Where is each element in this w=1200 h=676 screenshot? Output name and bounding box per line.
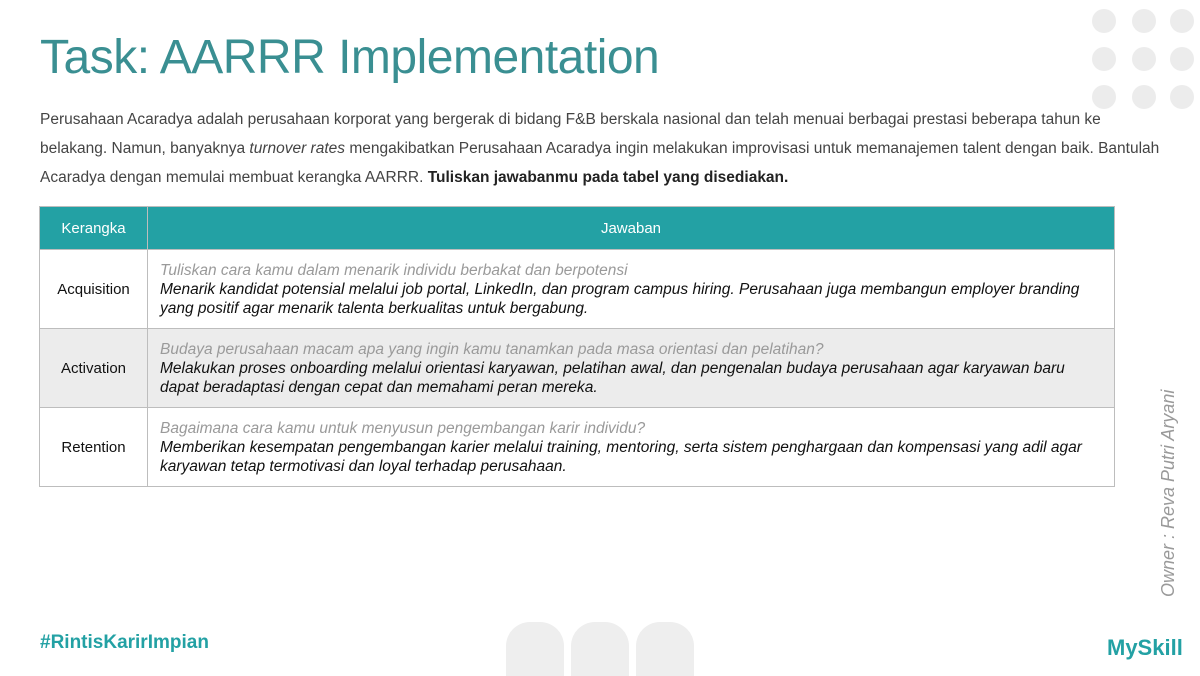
- table-row: [40, 408, 1115, 487]
- row-label-retention: Retention: [40, 408, 148, 487]
- intro-text-continued: mengakibatkan Perusahaan Acaradya ingin melakukan improvisasi untuk memanajemen talent dengan baik. Bantulah Acaradya dengan memulai membuat kerangka AARRR.: [40, 140, 1160, 186]
- row-label-acquisition: Acquisition: [40, 250, 148, 329]
- answer-text: Memberikan kesempatan pengembangan karier melalui training, mentoring, serta sistem penghargaan dan kompensasi yang adil agar karyawan tetap termotivasi dan loyal terhadap perusahaan.: [160, 438, 1082, 475]
- hashtag: #RintisKarirImpian: [40, 632, 209, 653]
- aarrr-table: [39, 206, 1115, 487]
- hint-text: Bagaimana cara kamu untuk menyusun pengembangan karir individu?: [160, 419, 646, 437]
- answer-cell[interactable]: [148, 408, 1115, 487]
- decorative-dot-grid: [1092, 9, 1196, 111]
- answer-text: Menarik kandidat potensial melalui job portal, LinkedIn, dan program campus hiring. Perusahaan juga membangun employer branding yang positif agar menarik talenta berkualitas untuk bergabung.: [160, 280, 1080, 317]
- decorative-dot: [1132, 9, 1156, 33]
- intro-instruction: Tuliskan jawabanmu pada tabel yang disediakan.: [427, 169, 789, 186]
- answer-cell[interactable]: [148, 250, 1115, 329]
- decorative-arch: [571, 622, 629, 676]
- header-kerangka: Kerangka: [40, 207, 148, 250]
- answer-text: Melakukan proses onboarding melalui orientasi karyawan, pelatihan awal, dan pengenalan budaya perusahaan agar karyawan baru dapat beradaptasi dengan cepat dan memahami peran mereka.: [160, 359, 1065, 396]
- decorative-arch: [506, 622, 564, 676]
- header-jawaban: Jawaban: [148, 207, 1115, 250]
- decorative-dot: [1170, 9, 1194, 33]
- hint-text: Tuliskan cara kamu dalam menarik individu berbakat dan berpotensi: [160, 261, 628, 279]
- table-row: [40, 329, 1115, 408]
- table-row: [40, 250, 1115, 329]
- page-title: Task: AARRR Implementation: [40, 31, 660, 84]
- hint-text: Budaya perusahaan macam apa yang ingin kamu tanamkan pada masa orientasi dan pelatihan?: [160, 340, 824, 358]
- decorative-dot: [1170, 85, 1194, 109]
- decorative-dot: [1170, 47, 1194, 71]
- brand-logo: MySkill: [1107, 635, 1183, 660]
- row-label-activation: Activation: [40, 329, 148, 408]
- owner-credit: Owner : Reva Putri Aryani: [1158, 389, 1178, 597]
- decorative-dot: [1132, 47, 1156, 71]
- table-header-row: [40, 207, 1115, 250]
- decorative-dot: [1092, 9, 1116, 33]
- decorative-dot: [1092, 47, 1116, 71]
- intro-paragraph: [40, 105, 1165, 192]
- intro-text: Perusahaan Acaradya adalah perusahaan korporat yang bergerak di bidang F&B berskala nasional dan telah menuai berbagai prestasi beberapa tahun ke belakang. Namun, banyaknya: [40, 111, 1101, 157]
- intro-italic-term: turnover rates: [249, 140, 346, 157]
- decorative-arch: [636, 622, 694, 676]
- answer-cell[interactable]: [148, 329, 1115, 408]
